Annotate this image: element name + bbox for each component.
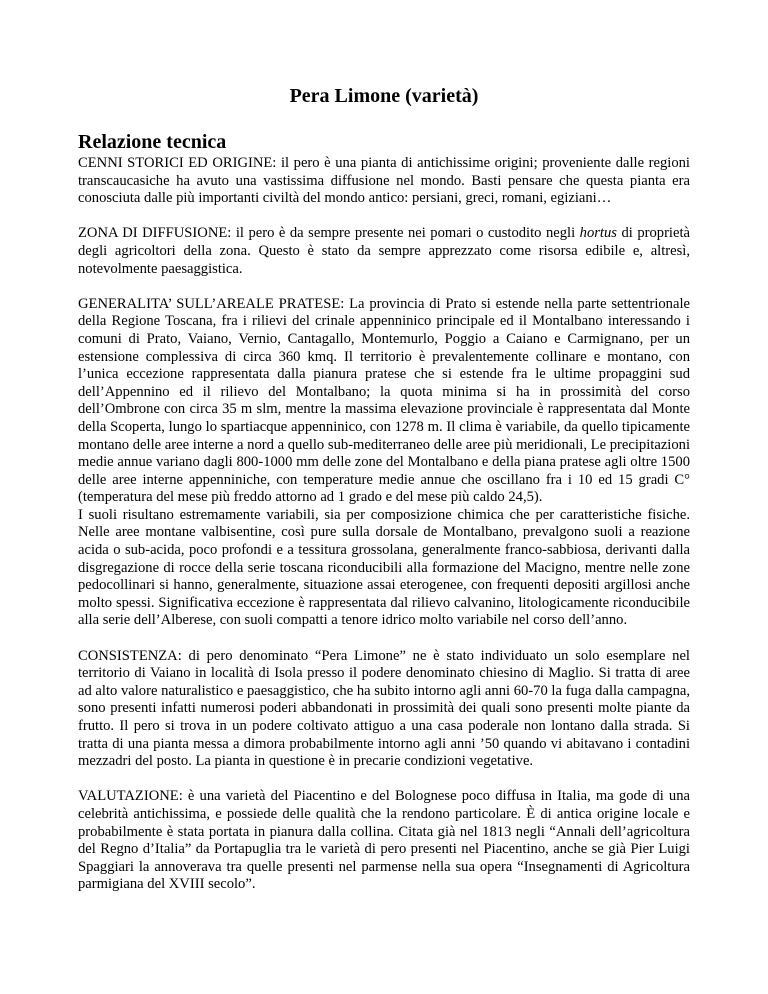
paragraph-consistenza: CONSISTENZA: di pero denominato “Pera Limone” ne è stato individuato un solo esemplare nel territorio di Vaiano in località di Isola presso il podere denominato chiesino di Maglio. Si tratta di aree ad alto valore naturalistico e paesaggistico, che ha subito intorno agli anni 60-70 la fuga dalla campagna, sono presenti infatti numerosi poderi abbandonati in prossimità dei quali sono presenti molte piante da frutto. Il pero si trova in un podere coltivato attiguo a una casa poderale non lontano dalla strada. Si tratta di una pianta messa a dimora probabilmente intorno agli anni ’50 quando vi abitavano i contadini mezzadri del posto. La pianta in questione è in precarie condizioni vegetative. <box>78 647 690 770</box>
zona-text-after: di proprietà degli agricoltori della zona. Questo è stato da sempre apprezzato come risorsa edibile e, altresì, notevolmente paesaggistica. <box>78 225 690 277</box>
paragraph-cenni-storici: CENNI STORICI ED ORIGINE: il pero è una pianta di antichissime origini; proveniente dalle regioni transcaucasiche ha avuto una vastissima diffusione nel mondo. Basti pensare che questa pianta era conosciuta dalle più importanti civiltà del mondo antico: persiani, greci, romani, egiziani… <box>78 155 690 207</box>
document-title: Pera Limone (varietà) <box>289 85 479 107</box>
paragraph-zona-diffusione <box>78 225 690 278</box>
section-heading: Relazione tecnica <box>78 131 227 153</box>
paragraph-suoli: I suoli risultano estremamente variabili, sia per composizione chimica che per caratteristiche fisiche. Nelle aree montane valbisentine, così pure sulla dorsale de Montalbano, prevalgono suoli a reazione acida o sub-acida, poco profondi e a tessitura grossolana, generalmente franco-sabbiosa, derivanti dalla disgregazione di rocce della serie toscana riconducibili alla formazione del Macigno, mentre nelle zone pedocollinari si hanno, generalmente, situazione assai eterogenee, con frequenti depositi argillosi anche molto spessi. Significativa eccezione è rappresentata dal rilievo calvanino, litologicamente riconducibile alla serie dell’Alberese, con suoli compatti a tenore idrico molto variabile nel corso dell’anno. <box>78 506 690 629</box>
paragraph-generalita: GENERALITA’ SULL’AREALE PRATESE: La provincia di Prato si estende nella parte settentrionale della Regione Toscana, fra i rilievi del crinale appenninico principale ed il Montalbano interessando i comuni di Prato, Vaiano, Vernio, Cantagallo, Montemurlo, Poggio a Caiano e Carmignano, per un estensione complessiva di circa 360 kmq. Il territorio è prevalentemente collinare e montano, con l’unica eccezione rappresentata dalla pianura pratese che si estende fra le ultime propaggini sud dell’Appennino ed il rilievo del Montalbano; la quota minima si ha in prossimità del corso dell’Ombrone con circa 35 m slm, mentre la massima elevazione provinciale è rappresentata dal Monte della Scoperta, lungo lo spartiacque appenninico, con 1278 m. Il clima è variabile, da quello tipicamente montano delle aree interne a nord a quello sub-mediterraneo delle aree più meridionali, Le precipitazioni medie annue variano dagli 800-1000 mm delle zone del Montalbano e della piana pratese agli oltre 1500 delle aree interne appenniniche, con temperature medie annue che oscillano fra i 10 ed 15 gradi C° (temperatura del mese più freddo attorno ad 1 grado e del mese più caldo 24,5). <box>78 295 690 506</box>
document-page <box>78 84 690 894</box>
zona-text-italic: hortus <box>579 225 617 242</box>
zona-text-before: ZONA DI DIFFUSIONE: il pero è da sempre presente nei pomari o custodito negli <box>78 225 580 242</box>
paragraph-valutazione: VALUTAZIONE: è una varietà del Piacentino e del Bolognese poco diffusa in Italia, ma gode di una celebrità antichissima, e possiede delle qualità che la rendono particolare. È di antica origine locale e probabilmente è stata portata in pianura dalla collina. Citata già nel 1813 negli “Annali dell’agricoltura del Regno d’Italia” da Portapuglia tra le varietà di pero presenti nel Piacentino, anche se già Pier Luigi Spaggiari la annoverava tra quelle presenti nel parmense nella sua opera “Insegnamenti di Agricoltura parmigiana del XVIII secolo”. <box>78 788 690 893</box>
